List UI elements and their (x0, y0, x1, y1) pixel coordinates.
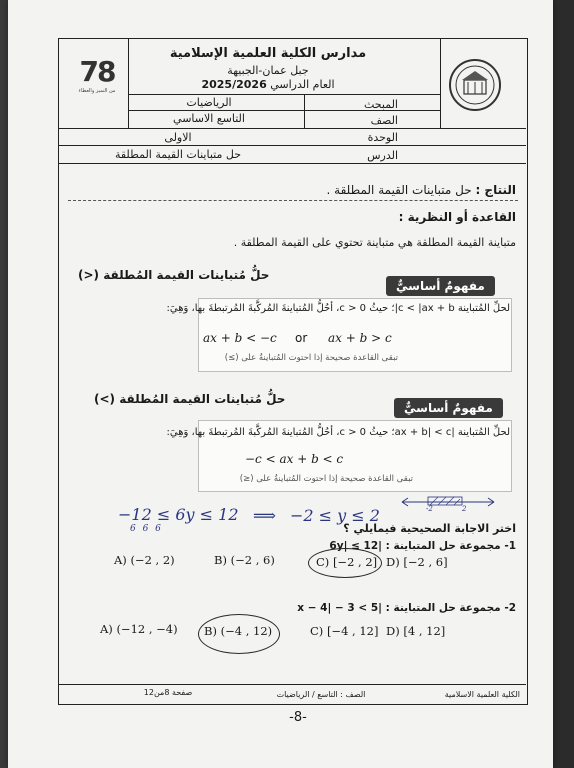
lesson-value: حل متباينات القيمة المطلقة (114, 148, 242, 161)
outcomes-label: النتاج : (475, 183, 516, 197)
concept1-eq-right: ax + b > c (328, 331, 392, 345)
concept2-statement: لحلِّ المُتباينة |ax + b| < c؛ حيثُ c > 0، أحُلُّ المُتباينةَ المُركَّبةَ المُرتبطةَ بها، وَهِيَ: (166, 427, 510, 438)
numberline-label-left: -2 (426, 505, 433, 513)
subject-value: الرياضيات (186, 96, 232, 109)
school-branch: جبل عمان-الجبيهة (227, 64, 309, 77)
lesson-label: الدرس (367, 149, 398, 162)
outcomes-value: حل متباينات القيمة المطلقة . (326, 183, 472, 197)
q1-option-d[interactable]: D) [−2 , 6] (386, 555, 448, 569)
concept1-statement: لحلِّ المُتباينة c < |ax + b|؛ حيثُ c > 0، أحُلُّ المُتباينةَ المُركَّبةَ المُرتبطةَ بها، وَهِيَ: (166, 303, 510, 314)
academic-year (188, 78, 348, 91)
numberline-label-right: 2 (462, 505, 467, 513)
concept1-eq-or: or (295, 331, 308, 345)
academic-year-label: العام الدراسي (270, 78, 335, 91)
handwritten-work-bottom: 6 6 6 (130, 524, 163, 534)
q2-option-a[interactable]: A) (−12 , −4) (100, 622, 178, 636)
footer-page-info: صفحة 8من12 (143, 688, 193, 697)
rule-title: القاعدة أو النظرية : (398, 210, 516, 224)
handwritten-number-line (398, 488, 498, 516)
q1-option-b[interactable]: B) (−2 , 6) (214, 553, 275, 567)
q2-option-c[interactable]: C) [−4 , 12] (310, 624, 379, 638)
rule-text: متباينة القيمة المطلقة هي متباينة تحتوي على القيمة المطلقة . (233, 236, 516, 249)
handwritten-arrow: ⟹ (253, 506, 276, 525)
worksheet-page (8, 0, 553, 768)
concept2-heading: حلُّ مُتباينات القيمة المُطلقة (>) (94, 392, 286, 406)
concept1-eq-left: ax + b < −c (203, 331, 277, 345)
grade-label: الصف (370, 114, 398, 127)
answer-circle-q1 (308, 548, 382, 578)
school-seal-icon (448, 58, 502, 112)
separator-dashed (68, 200, 518, 201)
footer-school: الكلية العلمية الاسلامية (444, 690, 520, 699)
q1-option-a[interactable]: A) (−2 , 2) (114, 553, 175, 567)
q2-option-d[interactable]: D) [4 , 12] (386, 624, 446, 638)
q2-title: 2- مجموعة حل المتباينة : |x − 4| − 3 < 5 (297, 602, 516, 614)
academic-year-value: 2025/2026 (201, 78, 267, 91)
school-name: مدارس الكلية العلمية الإسلامية (169, 46, 367, 61)
handwritten-work-top: −12 ≤ 6y ≤ 12 (118, 505, 239, 524)
concept2-tag: مفهومٌ أساسيٌّ (394, 398, 503, 418)
outcomes (248, 183, 516, 197)
concept1-note: تبقى القاعدة صحيحة إذا احتوت المُتباينةُ على (≥) (224, 353, 398, 363)
mcq-instruction: اختر الاجابة الصحيحية فيمايلي ؟ (343, 522, 516, 535)
q2-option-b[interactable]: B) (−4 , 12) (204, 624, 273, 638)
page-number: -8- (289, 710, 307, 725)
logo-caption: من التميز والعطاء (78, 87, 116, 94)
q1-option-c[interactable]: C) [−2 , 2] (316, 555, 378, 569)
answer-circle-q2 (198, 614, 280, 654)
q1-title: 1- مجموعة حل المتباينة : |6y| ≤ 12 (329, 540, 516, 552)
grade-value: التاسع الاساسي (173, 112, 245, 125)
logo-number: 78 (79, 54, 115, 88)
subject-label: المبحث (364, 98, 398, 111)
concept2-note: تبقى القاعدة صحيحة إذا احتوت المُتباينةُ على (≤) (239, 474, 413, 484)
footer-grade-subject: الصف : التاسع / الرياضيات (276, 690, 366, 699)
school-logo (74, 48, 120, 100)
concept1-tag: مفهومٌ أساسيٌّ (386, 276, 495, 296)
unit-value: الاولى (164, 131, 192, 144)
handwritten-result: −2 ≤ y ≤ 2 (290, 506, 380, 525)
concept2-eq: −c < ax + b < c (245, 452, 344, 466)
concept1-heading: حلُّ مُتباينات القيمة المُطلقة (<) (78, 268, 270, 282)
unit-label: الوحدة (367, 131, 398, 144)
